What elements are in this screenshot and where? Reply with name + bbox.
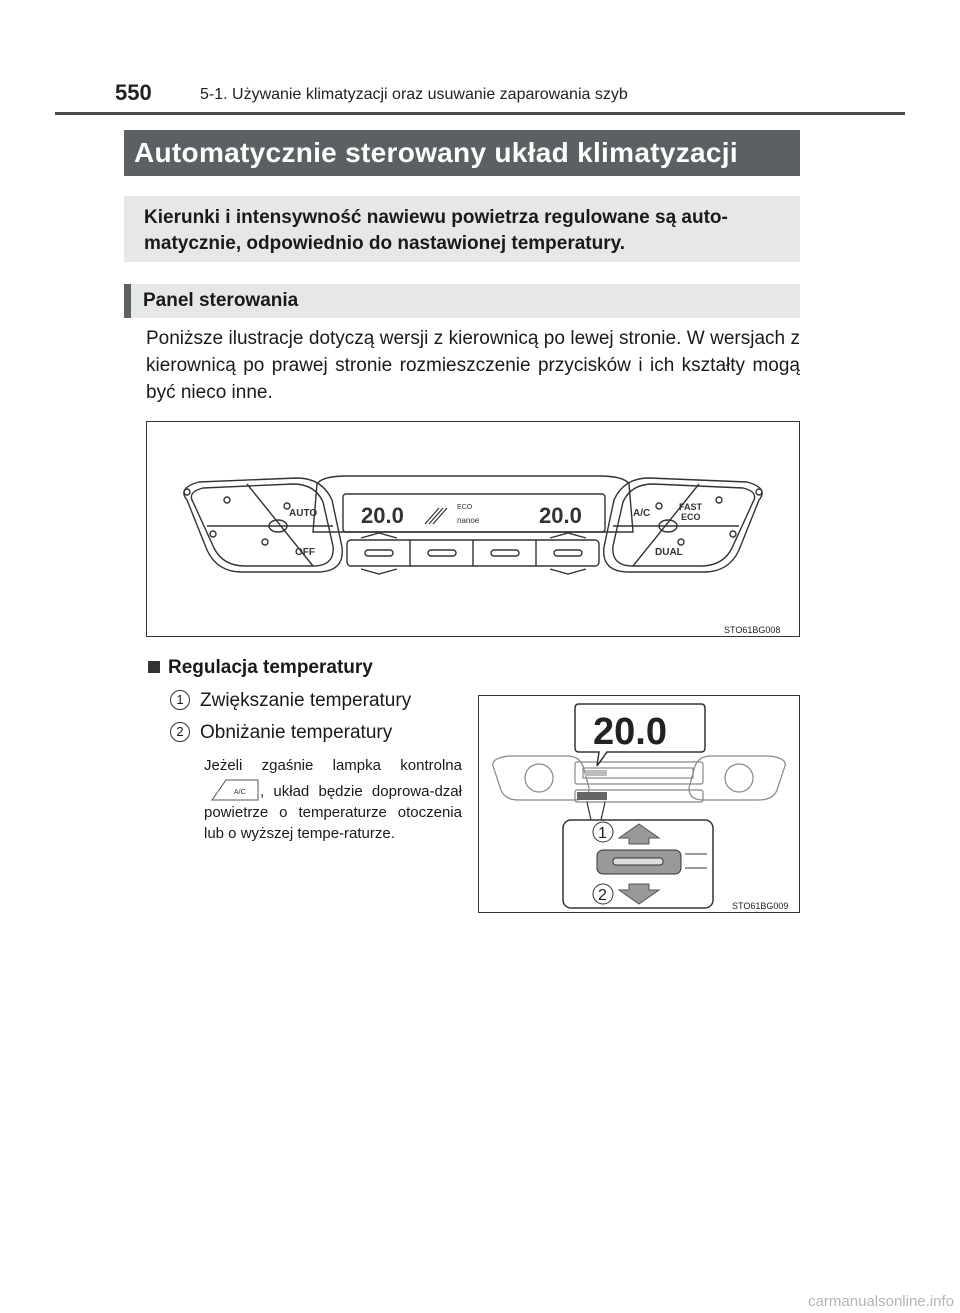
callout-1: 1 (598, 825, 607, 842)
panel-description: Poniższe ilustracje dotyczą wersji z kierownicą po lewej stronie. W wersjach z kierownicą po prawej stronie rozmieszczenie przycisków i ich kształty mogą być nieco inne. (146, 328, 800, 403)
display-eco-label: ECO (457, 504, 473, 511)
fan-level-icon (425, 508, 447, 524)
intro-box (124, 196, 800, 262)
display-left-temp: 20.0 (361, 503, 404, 528)
ac-indicator-icon (210, 776, 260, 802)
slider-segment-highlight (577, 792, 607, 800)
temperature-slider-figure (478, 695, 800, 913)
callout-2: 2 (598, 887, 607, 904)
page-number: 550 (115, 80, 152, 105)
temperature-note: Jeżeli zgaśnie lampka kontrolna A/C , układ będzie doprowa-dzał powietrze o temperaturze otoczenia lub o wyższej tempe-raturze. (204, 757, 462, 842)
running-header: 5-1. Używanie klimatyzacji oraz usuwanie zaparowania szyb (200, 86, 628, 103)
display-temp-zoomed: 20.0 (593, 711, 667, 753)
section-title: Automatycznie sterowany układ klimatyzacji (124, 130, 800, 176)
auto-button-label: AUTO (289, 508, 318, 519)
watermark: carmanualsonline.info (808, 1293, 954, 1310)
figure2-code: STO61BG009 (732, 901, 789, 911)
display-right-temp: 20.0 (539, 503, 582, 528)
ac-button-label: A/C (633, 508, 651, 519)
intro-line-2: matycznie, odpowiednio do nastawionej temperatury. (144, 233, 626, 254)
header-rule (55, 112, 905, 115)
number-badge: 1 (170, 690, 190, 710)
off-button-label: OFF (295, 547, 315, 558)
left-cluster-outline (184, 478, 342, 572)
item-decrease: 2 Obniżanie temperatury (170, 722, 392, 744)
figure1-code: STO61BG008 (724, 625, 781, 635)
display-bar-highlight (585, 770, 607, 776)
dual-button-label: DUAL (655, 547, 683, 558)
svg-text:A/C: A/C (234, 789, 246, 796)
number-badge: 2 (170, 722, 190, 742)
right-cluster-outline (604, 478, 762, 572)
display-nanoe-label: nanoe (457, 516, 480, 525)
bullet-square-icon (148, 661, 160, 673)
panel-heading: Panel sterowania (124, 284, 800, 318)
eco-button-label: ECO (681, 512, 701, 522)
intro-line-1: Kierunki i intensywność nawiewu powietrza regulowane są auto- (144, 207, 728, 228)
control-panel-illustration (147, 422, 799, 636)
temperature-heading: Regulacja temperatury (148, 657, 373, 679)
fast-button-label: FAST (679, 502, 703, 512)
temperature-slider-illustration (479, 696, 799, 912)
control-panel-figure (146, 421, 800, 637)
item-increase: 1 Zwiększanie temperatury (170, 690, 411, 712)
